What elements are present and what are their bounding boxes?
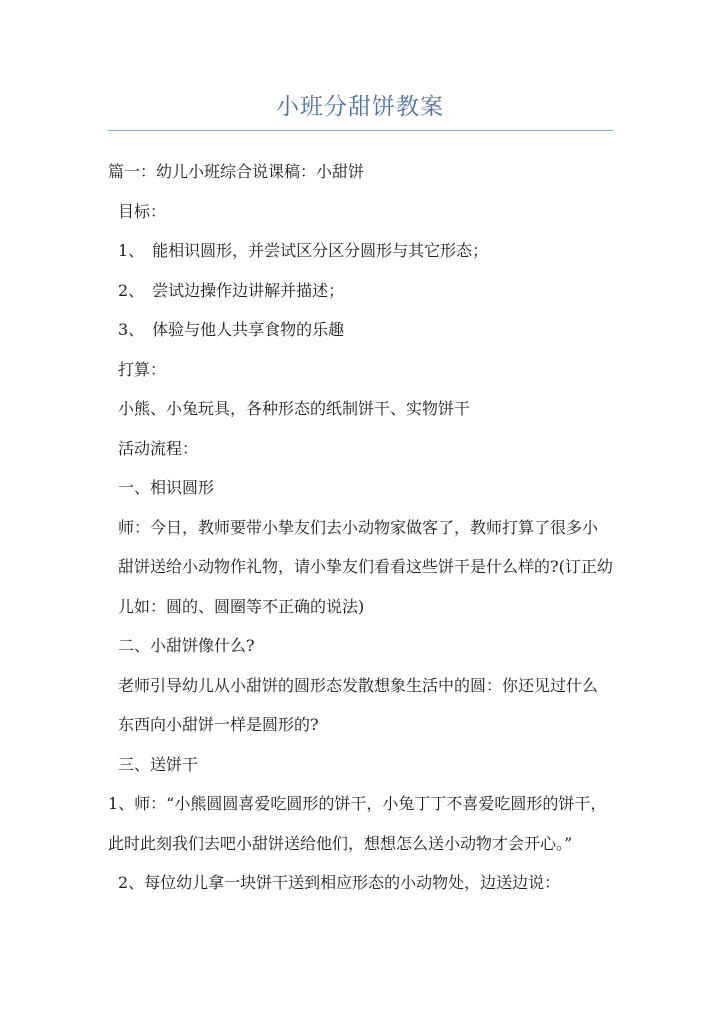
title-underline: [108, 130, 613, 131]
paragraph-step-2: 2、每位幼儿拿一块饼干送到相应形态的小动物处，边送边说：: [118, 873, 561, 892]
paragraph-step-1: 1、师：“小熊圆圆喜爱吃圆形的饼干，小兔丁丁不喜爱吃圆形的饼干，此时此刻我们去吧小甜饼送给他们，想想怎么送小动物才会开心。”: [108, 794, 607, 853]
document-title: 小班分甜饼教案: [276, 94, 444, 120]
paragraph-teacher-intro: 师：今日，教师要带小挚友们去小动物家做客了，教师打算了很多小甜饼送给小动物作礼物，请小挚友们看看这些饼干是什么样的?(订正幼儿如：圆的、圆圈等不正确的说法): [118, 517, 613, 616]
paragraph-heading-1: 篇一：幼儿小班综合说课稿：小甜饼: [108, 162, 365, 181]
paragraph-section-2: 二、小甜饼像什么?: [118, 636, 255, 655]
paragraph-process-label: 活动流程：: [118, 438, 199, 458]
paragraph-goal-1: 1、 能相识圆形，并尝试区分区分圆形与其它形态；: [118, 241, 489, 260]
document-body: [108, 152, 613, 903]
paragraph-section-1: 一、相识圆形: [118, 478, 215, 497]
paragraph-prep-items: 小熊、小兔玩具，各种形态的纸制饼干、实物饼干: [118, 399, 471, 418]
paragraph-prep-label: 打算：: [118, 359, 167, 379]
paragraph-goals-label: 目标：: [118, 201, 167, 221]
paragraph-imagine: 老师引导幼儿从小甜饼的圆形态发散想象生活中的圆：你还见过什么东西向小甜饼一样是圆形的?: [118, 675, 599, 734]
paragraph-section-3: 三、送饼干: [118, 754, 199, 774]
paragraph-goal-3: 3、 体验与他人共享食物的乐趣: [118, 320, 345, 339]
paragraph-goal-2: 2、 尝试边操作边讲解并描述；: [118, 280, 345, 300]
